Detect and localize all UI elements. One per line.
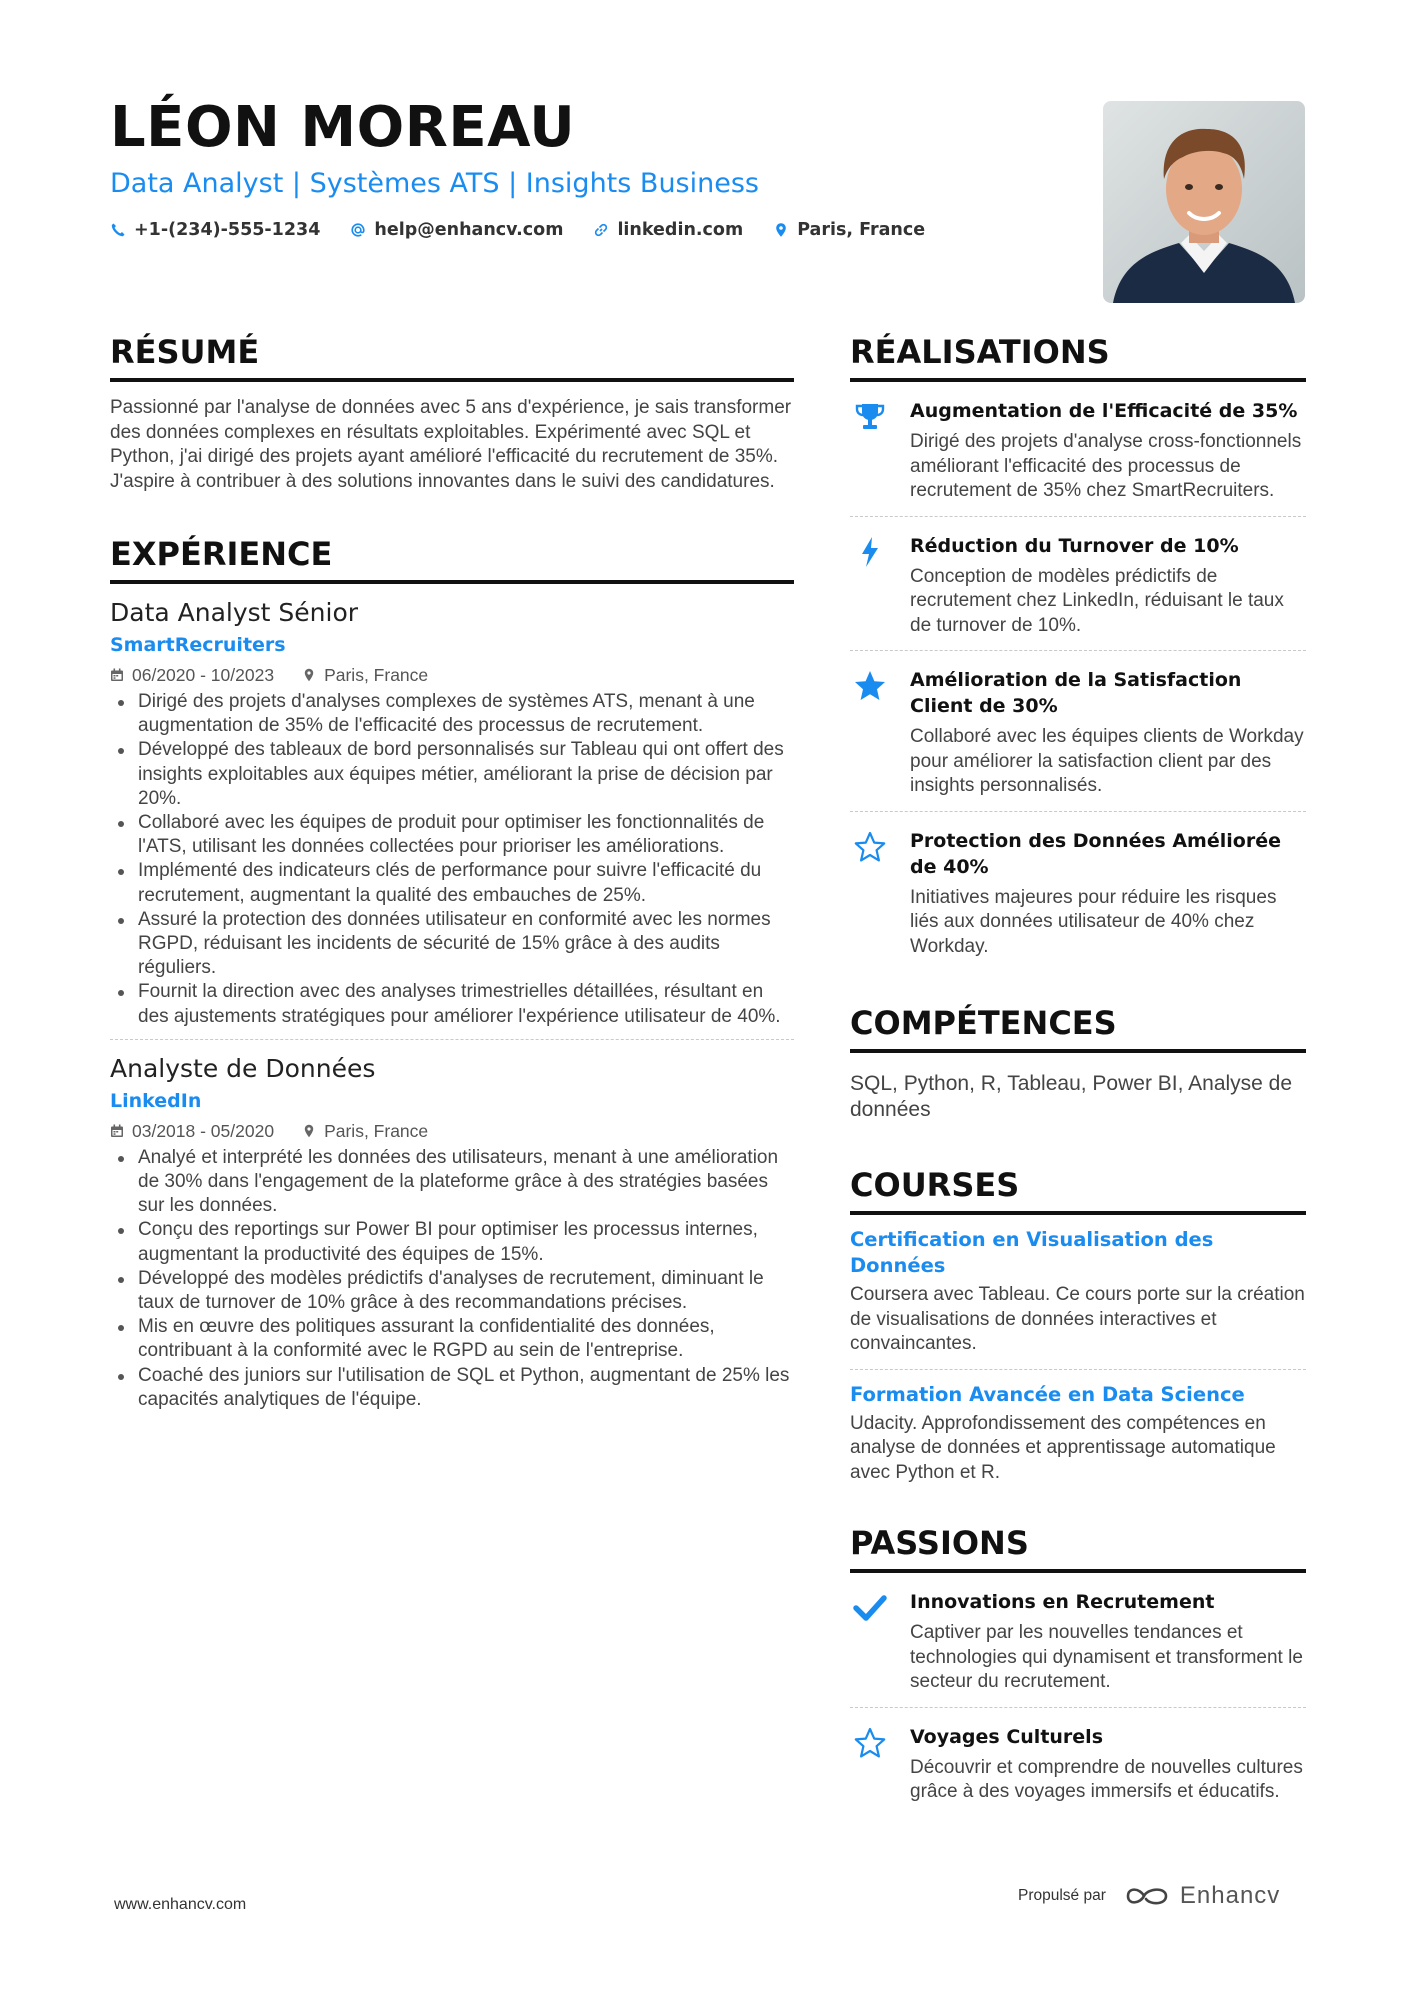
achievement-item [850,516,1306,651]
achievement-desc: Initiatives majeures pour réduire les risques liés aux données utilisateur de 40% chez Workday. [910,886,1277,957]
skills-title: COMPÉTENCES [850,1001,1306,1053]
location-pin-icon [773,222,789,238]
summary-section [110,330,794,494]
list-item: Développé des tableaux de bord personnalisés sur Tableau qui ont offert des insights exploitables aux équipes métier, améliorant la prise de décision par 20%. [110,738,794,811]
job-location-text: Paris, France [324,665,429,685]
star-outline-icon [853,830,887,864]
location-pin-icon [302,1124,316,1138]
list-item: Collaboré avec les équipes de produit pour optimiser les fonctionnalités de l'ATS, utilisant les données collectées pour prioriser les améliorations. [110,811,794,859]
trophy-icon [853,400,887,434]
contact-location [773,220,925,240]
passion-title: Innovations en Recrutement [910,1591,1215,1613]
candidate-headline: Data Analyst | Systèmes ATS | Insights Business [110,168,759,199]
job-location-text: Paris, France [324,1120,429,1141]
job-entry [110,596,794,1029]
course-item [850,1382,1306,1486]
at-icon [350,222,366,238]
resume-header [110,96,1070,240]
footer-website[interactable]: www.enhancv.com [114,1896,247,1913]
achievement-desc: Conception de modèles prédictifs de recrutement chez LinkedIn, réduisant le taux de turnover de 10%. [910,565,1284,636]
job-bullets [110,1146,794,1412]
job-location [302,1120,428,1142]
avatar [1103,101,1305,303]
checkmark-icon [853,1591,887,1625]
courses-section [850,1163,1306,1485]
passion-desc: Découvrir et comprendre de nouvelles cultures grâce à des voyages immersifs et éducatifs. [910,1756,1303,1802]
calendar-icon [110,668,124,682]
list-item: Coaché des juniors sur l'utilisation de SQL et Python, augmentant de 25% les capacités analytiques de l'équipe. [110,1364,794,1412]
courses-title: COURSES [850,1163,1306,1215]
job-role: Data Analyst Sénior [110,598,359,627]
footer-branding [1018,1882,1280,1910]
brand-logo[interactable] [1124,1882,1280,1910]
star-outline-icon [853,1726,887,1760]
list-item: Fournit la direction avec des analyses trimestrielles détaillées, résultant en des ajustements stratégiques pour améliorer l'expérience utilisateur de 40%. [110,980,794,1028]
right-column [850,330,1306,1817]
job-dates [110,664,274,686]
course-desc: Udacity. Approfondissement des compétences en analyse de données et apprentissage automatique avec Python et R. [850,1412,1276,1483]
phone-text: +1-(234)-555-1234 [134,220,321,240]
profile-photo [1103,101,1305,303]
list-item: Mis en œuvre des politiques assurant la confidentialité des données, contribuant à la conformité avec le RGPD au sein de l'entreprise. [110,1315,794,1363]
achievement-title: Augmentation de l'Efficacité de 35% [910,400,1298,422]
course-title: Formation Avancée en Data Science [850,1382,1245,1406]
passion-desc: Captiver par les nouvelles tendances et technologies qui dynamisent et transforment le secteur du recrutement. [910,1622,1303,1692]
job-dates-text: 06/2020 - 10/2023 [132,665,275,685]
achievement-title: Amélioration de la Satisfaction Client de 30% [910,669,1242,717]
contact-bar [110,220,1070,240]
passion-item [850,1707,1306,1817]
list-item: Conçu des reportings sur Power BI pour optimiser les processus internes, augmentant la productivité des équipes de 15%. [110,1218,794,1266]
achievement-item [850,811,1306,972]
achievements-section [850,330,1306,971]
achievement-title: Protection des Données Améliorée de 40% [910,829,1281,878]
achievement-item [850,382,1306,516]
job-location [302,664,428,686]
list-item: Implémenté des indicateurs clés de performance pour suivre l'efficacité du recrutement, augmentant la qualité des embauches de 25%. [110,859,794,907]
job-bullets [110,690,794,1029]
achievement-desc: Dirigé des projets d'analyse cross-fonctionnels améliorant l'efficacité des processus de recrutement de 35% chez SmartRecruiters. [910,431,1302,501]
contact-phone[interactable] [110,220,320,240]
list-item: Développé des modèles prédictifs d'analyses de recrutement, diminuant le taux de turnover de 10% grâce à des recommandations précises. [110,1267,794,1315]
powered-by-label: Propulsé par [1018,1887,1106,1904]
entry-divider [110,1039,794,1040]
job-entry [110,1052,794,1412]
enhancv-logo-icon [1124,1883,1170,1909]
job-dates [110,1120,274,1142]
course-desc: Coursera avec Tableau. Ce cours porte sur la création de visualisations de données interactives et convaincantes. [850,1284,1305,1354]
passions-section [850,1521,1306,1817]
job-company[interactable]: SmartRecruiters [110,634,286,656]
list-item: Analyé et interprété les données des utilisateurs, menant à une amélioration de 30% dans l'engagement de la plateforme grâce à des stratégies basées sur les données. [110,1146,794,1219]
brand-name: Enhancv [1179,1882,1281,1909]
experience-section [110,532,794,1412]
course-title: Certification en Visualisation des Données [850,1228,1214,1277]
calendar-icon [110,1124,124,1138]
job-meta [110,664,794,686]
phone-icon [110,222,126,238]
summary-title: RÉSUMÉ [110,330,794,382]
location-text: Paris, France [797,220,926,240]
contact-email[interactable] [350,220,563,240]
passion-item [850,1573,1306,1707]
candidate-name: LÉON MOREAU [110,95,576,160]
achievements-title: RÉALISATIONS [850,330,1306,382]
job-company[interactable]: LinkedIn [110,1089,202,1112]
passions-title: PASSIONS [850,1521,1306,1573]
list-item: Dirigé des projets d'analyses complexes de systèmes ATS, menant à une augmentation de 35% de l'efficacité des processus de recrutement. [110,690,794,738]
star-filled-icon [853,669,887,703]
email-text: help@enhancv.com [374,220,564,240]
entry-divider [850,1369,1306,1370]
skills-text: SQL, Python, R, Tableau, Power BI, Analyse de données [850,1072,1293,1121]
contact-linkedin[interactable] [593,220,743,240]
left-column [110,330,794,1412]
achievement-title: Réduction du Turnover de 10% [910,534,1239,557]
skills-section [850,1001,1306,1123]
linkedin-text: linkedin.com [617,220,744,240]
lightning-icon [853,535,887,569]
passion-title: Voyages Culturels [910,1725,1104,1748]
job-meta [110,1120,794,1142]
job-role: Analyste de Données [110,1053,376,1083]
achievement-item [850,650,1306,811]
achievement-desc: Collaboré avec les équipes clients de Workday pour améliorer la satisfaction client par des insights personnalisés. [910,726,1304,796]
list-item: Assuré la protection des données utilisateur en conformité avec les normes RGPD, réduisant les incidents de sécurité de 15% grâce à des audits réguliers. [110,908,794,981]
link-icon [593,222,609,238]
location-pin-icon [302,668,316,682]
summary-text: Passionné par l'analyse de données avec 5 ans d'expérience, je sais transformer des données complexes en résultats exploitables. Expérimenté avec SQL et Python, j'ai dirigé des projets ayant amélioré l'efficacité du recrutement de 35%. J'aspire à contribuer à des solutions innovantes dans le suivi des candidatures. [110,397,792,492]
experience-title: EXPÉRIENCE [110,532,794,584]
course-item [850,1227,1306,1357]
job-dates-text: 03/2018 - 05/2020 [132,1120,275,1141]
